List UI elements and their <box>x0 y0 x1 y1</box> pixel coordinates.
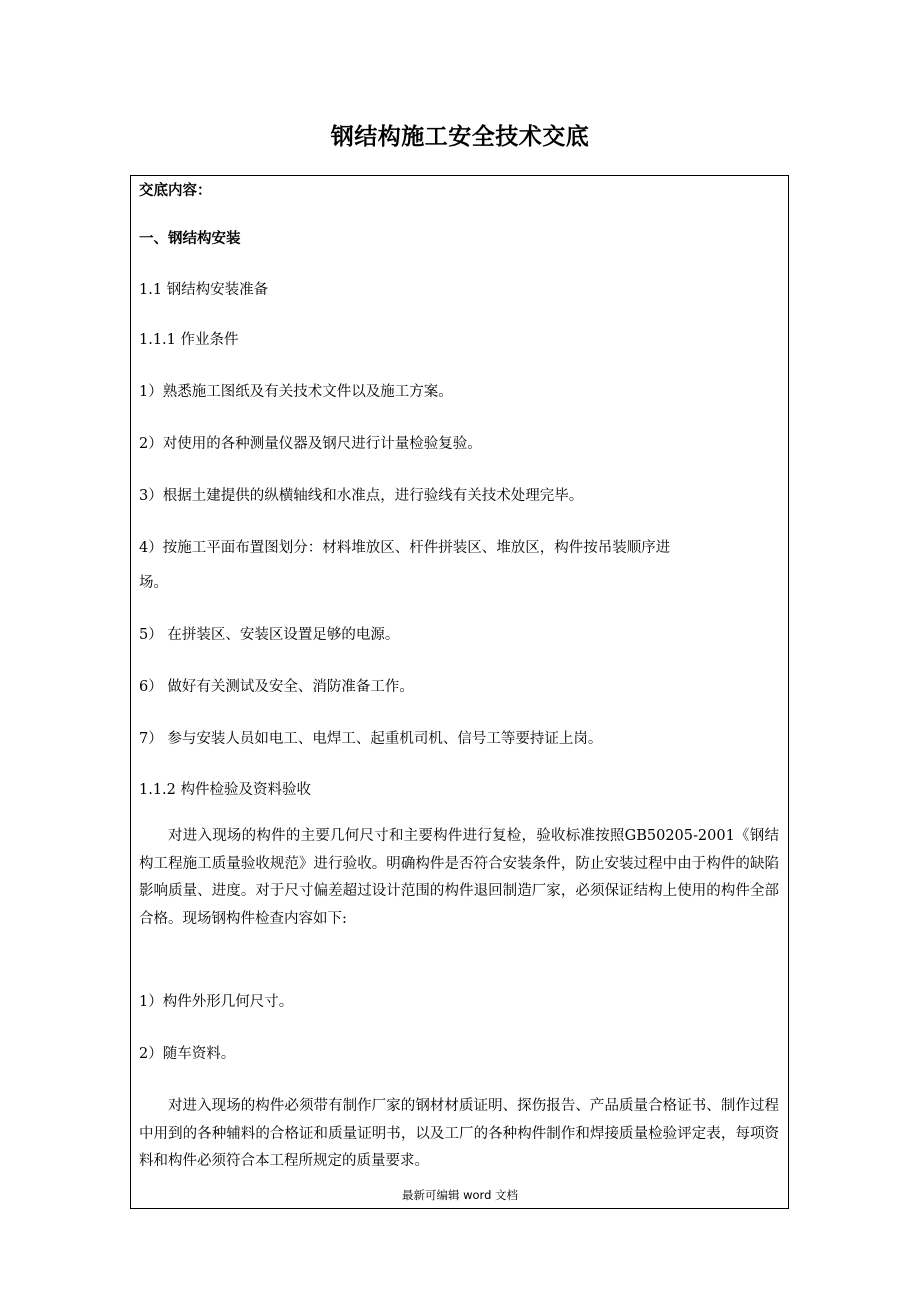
body-paragraph: 对进入现场的构件的主要几何尺寸和主要构件进行复检，验收标准按照GB50205-2001《钢结构工程施工质量验收规范》进行验收。明确构件是否符合安装条件，防止安装过程中由于构件的缺陷影响质量、进度。对于尺寸偏差超过设计范围的构件退回制造厂家，必须保证结构上使用的构件全部合格。现场钢构件检查内容如下: <box>139 828 779 927</box>
content-label: 交底内容： <box>139 183 212 199</box>
check-item: 2）随车资料。 <box>139 1046 236 1062</box>
condition-item: 7） 参与安装人员如电工、电焊工、起重机司机、信号工等要持证上岗。 <box>139 731 603 747</box>
subsection-heading: 1.1.2 构件检验及资料验收 <box>139 782 312 798</box>
condition-item: 5） 在拼装区、安装区设置足够的电源。 <box>139 627 400 643</box>
condition-item: 6） 做好有关测试及安全、消防准备工作。 <box>139 679 414 695</box>
section-heading: 一、钢结构安装 <box>139 231 241 247</box>
page-footer: 最新可编辑 word 文档 <box>401 1188 519 1202</box>
body-paragraph: 对进入现场的构件必须带有制作厂家的钢材材质证明、探伤报告、产品质量合格证书、制作过程中用到的各种辅料的合格证和质量证明书，以及工厂的各种构件制作和焊接质量检验评定表，每项资料和构件必须符合本工程所规定的质量要求。 <box>139 1098 779 1169</box>
subsection-heading: 1.1 钢结构安装准备 <box>139 282 269 298</box>
condition-item: 3）根据土建提供的纵横轴线和水准点，进行验线有关技术处理完毕。 <box>139 488 584 504</box>
condition-item-continuation: 场。 <box>139 575 168 591</box>
document-title: 钢结构施工安全技术交底 <box>330 124 590 150</box>
subsection-heading: 1.1.1 作业条件 <box>139 332 239 348</box>
condition-item: 2）对使用的各种测量仪器及钢尺进行计量检验复验。 <box>139 436 482 452</box>
condition-item: 4）按施工平面布置图划分：材料堆放区、杆件拼装区、堆放区，构件按吊装顺序进 <box>139 540 671 556</box>
condition-item: 1）熟悉施工图纸及有关技术文件以及施工方案。 <box>139 384 453 400</box>
check-item: 1）构件外形几何尺寸。 <box>139 994 294 1010</box>
